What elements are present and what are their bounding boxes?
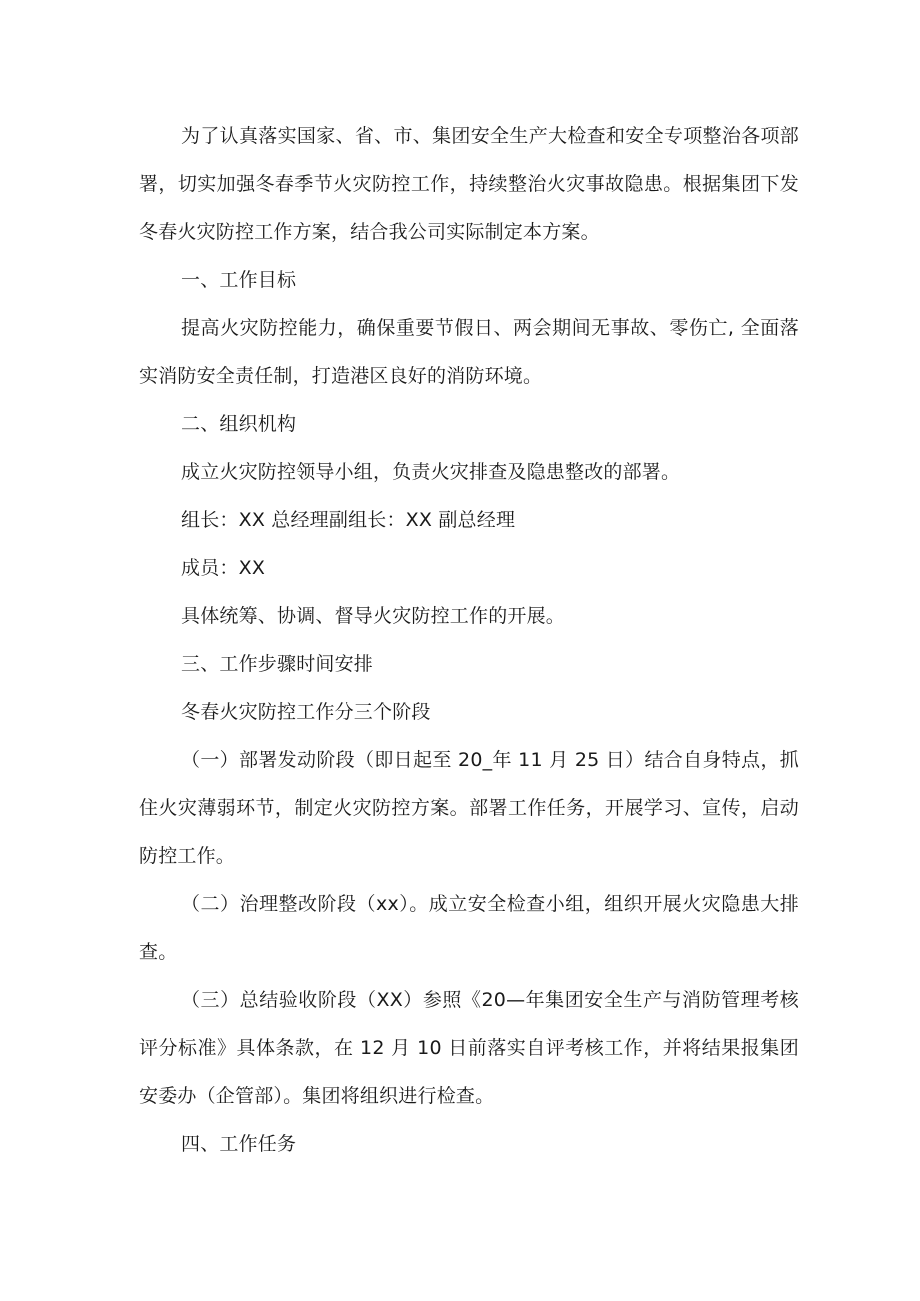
section-heading-tasks: 四、工作任务: [181, 1133, 297, 1155]
goals-paragraph: 提高火灾防控能力，确保重要节假日、两会期间无事故、零伤亡, 全面落实消防安全责任制，打造港区良好的消防环境。: [139, 317, 799, 387]
stage-two-paragraph: （二）治理整改阶段（xx）。成立安全检查小组，组织开展火灾隐患大排查。: [139, 893, 799, 963]
stage-one-paragraph: （一）部署发动阶段（即日起至 20_年 11 月 25 日）结合自身特点，抓住火灾薄弱环节，制定火灾防控方案。部署工作任务，开展学习、宣传，启动防控工作。: [139, 749, 799, 867]
section-heading-organization: 二、组织机构: [181, 413, 297, 435]
leaders-line: 组长：XX 总经理副组长：XX 副总经理: [181, 509, 516, 531]
document-body: [139, 112, 799, 1168]
stage-three-paragraph: （三）总结验收阶段（XX）参照《20—年集团安全生产与消防管理考核评分标准》具体条款，在 12 月 10 日前落实自评考核工作，并将结果报集团安委办（企管部）。集团将组织进行检查。: [139, 989, 799, 1107]
intro-paragraph: 为了认真落实国家、省、市、集团安全生产大检查和安全专项整治各项部署，切实加强冬春季节火灾防控工作，持续整治火灾事故隐患。根据集团下发冬春火灾防控工作方案，结合我公司实际制定本方案。: [139, 125, 799, 243]
schedule-intro: 冬春火灾防控工作分三个阶段: [181, 701, 431, 723]
organization-paragraph: 成立火灾防控领导小组，负责火灾排查及隐患整改的部署。: [181, 461, 681, 483]
section-heading-goals: 一、工作目标: [181, 269, 297, 291]
members-line: 成员：XX: [181, 557, 266, 579]
duty-line: 具体统筹、协调、督导火灾防控工作的开展。: [181, 605, 566, 627]
section-heading-schedule: 三、工作步骤时间安排: [181, 653, 374, 675]
